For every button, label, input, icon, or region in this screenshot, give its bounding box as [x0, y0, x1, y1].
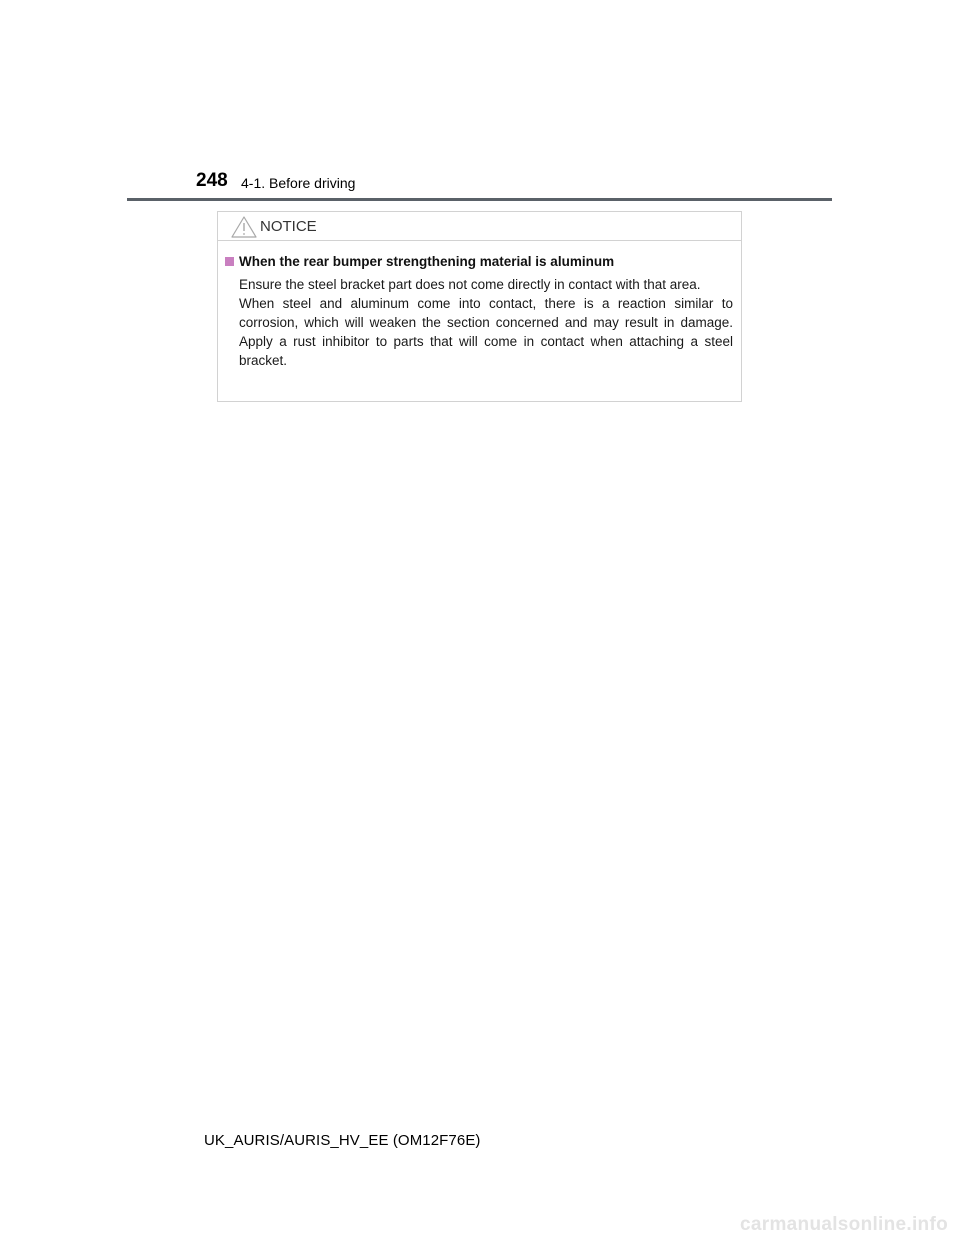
notice-paragraph: When steel and aluminum come into contact, there is a reaction similar to corrosion, which will weaken the section concerned and may result in damage. Apply a rust inhibitor to parts that will come in contact when attaching a steel bracket.: [239, 296, 733, 368]
notice-text: [223, 275, 733, 370]
notice-heading-text: When the rear bumper strengthening material is aluminum: [239, 254, 615, 269]
page-number: 248: [196, 170, 228, 191]
warning-triangle-icon: [230, 215, 258, 239]
notice-body: [223, 252, 733, 370]
section-title: 4-1. Before driving: [241, 175, 356, 191]
footer-document-id: UK_AURIS/AURIS_HV_EE (OM12F76E): [204, 1132, 481, 1149]
bullet-square: [225, 257, 234, 266]
notice-paragraph: Ensure the steel bracket part does not come directly in contact with that area.: [239, 277, 701, 292]
watermark: carmanualsonline.info: [740, 1214, 948, 1235]
notice-label: NOTICE: [260, 218, 317, 235]
header-rule: [127, 198, 832, 201]
notice-header: [218, 212, 741, 241]
notice-heading: [223, 252, 733, 272]
notice-box: [217, 211, 742, 402]
